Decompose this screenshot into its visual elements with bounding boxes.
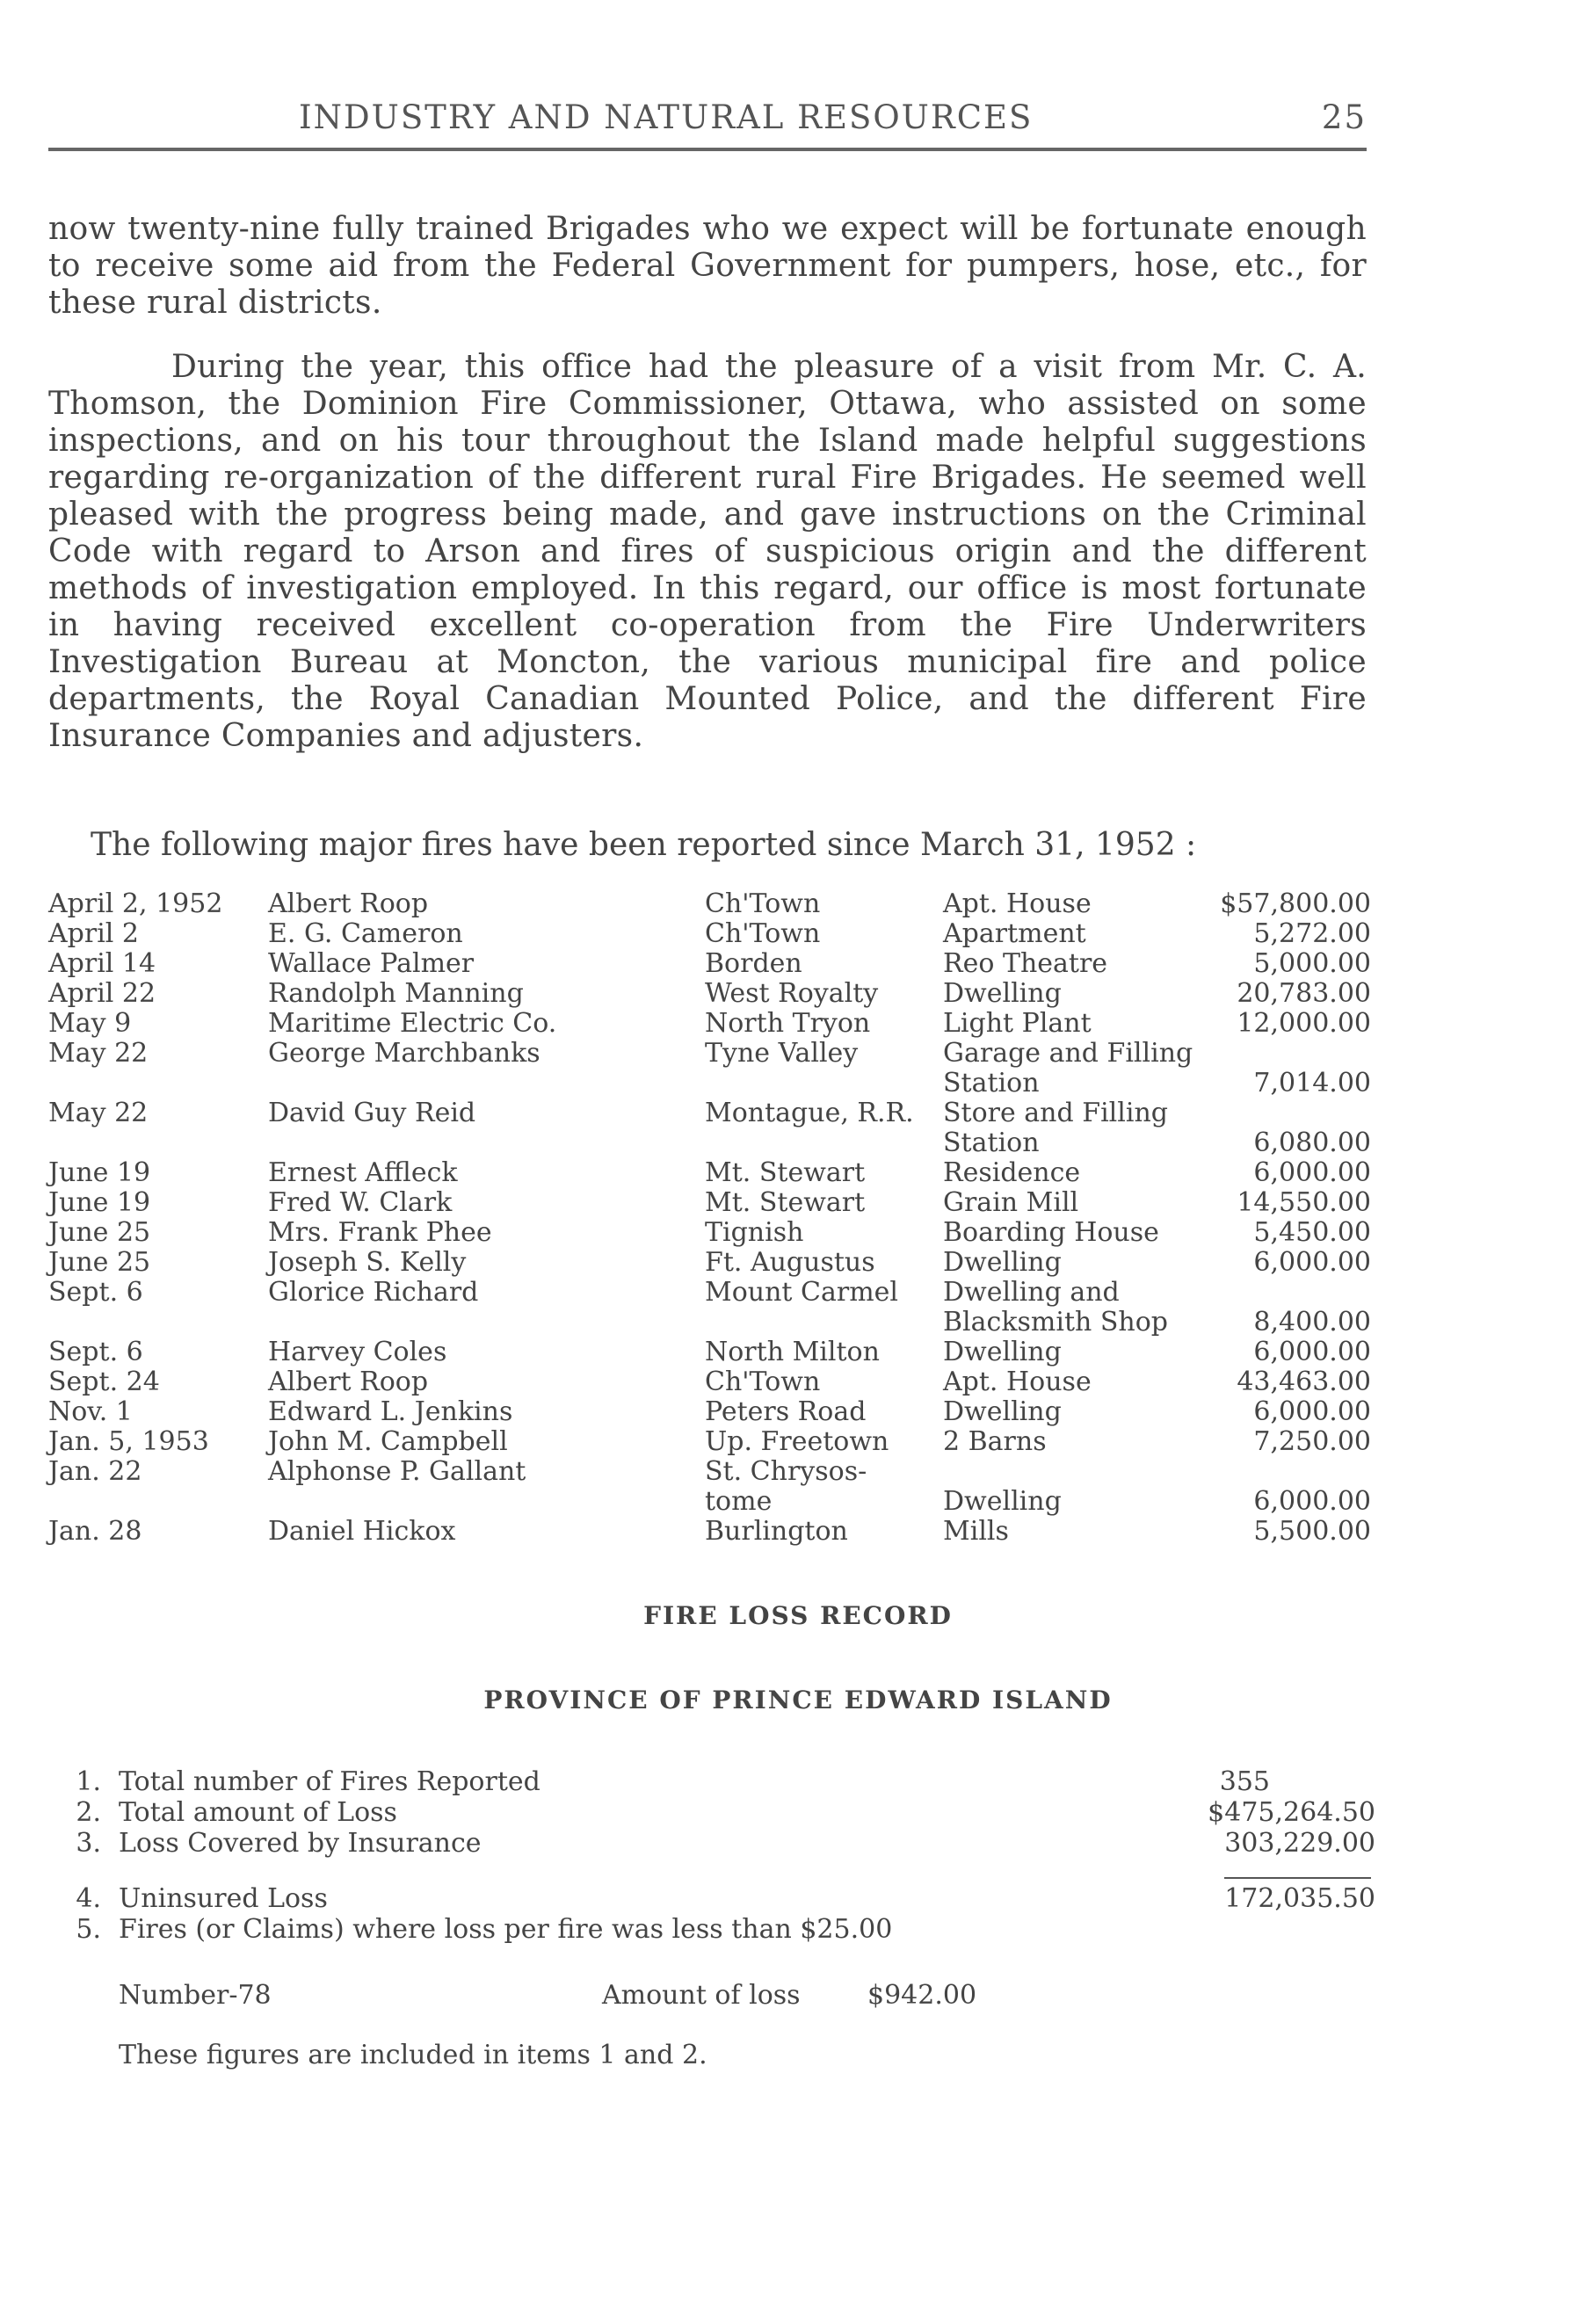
fire-date: April 14 (48, 948, 156, 979)
fire-place: Mount Carmel (705, 1277, 898, 1308)
item-value: 355 (1219, 1766, 1270, 1797)
fire-date: Jan. 5, 1953 (48, 1426, 209, 1457)
fire-loss-record-heading: FIRE LOSS RECORD (643, 1601, 953, 1630)
fire-owner: Joseph S. Kelly (268, 1247, 467, 1278)
province-heading: PROVINCE OF PRINCE EDWARD ISLAND (483, 1686, 1113, 1715)
fire-owner: Albert Roop (268, 888, 429, 919)
fire-amount: 12,000.00 (1237, 1008, 1371, 1039)
sum-rule (1224, 1877, 1371, 1879)
list-item (66, 1883, 1375, 1914)
item-number: 2. (76, 1797, 101, 1828)
fire-date: April 2, 1952 (48, 888, 223, 919)
fire-date: April 2 (48, 918, 140, 949)
item-number: 4. (76, 1883, 101, 1914)
table-row (48, 1098, 1371, 1158)
fire-date: Jan. 28 (48, 1516, 142, 1547)
item-number: 3. (76, 1828, 101, 1859)
item-number: 5. (76, 1914, 101, 1945)
table-row (48, 1218, 1371, 1248)
list-item (66, 1828, 1375, 1859)
fire-owner: Albert Roop (268, 1367, 429, 1397)
fire-amount: 20,783.00 (1237, 978, 1371, 1009)
fire-owner: Harvey Coles (268, 1337, 447, 1367)
fire-place: Montague, R.R. (705, 1098, 914, 1128)
table-row (48, 1278, 1371, 1338)
table-row (48, 1009, 1371, 1039)
fire-description: Apartment (943, 918, 1086, 949)
fire-description: Residence (943, 1157, 1081, 1188)
list-item (66, 1797, 1375, 1828)
fire-place: Peters Road (705, 1396, 867, 1427)
fire-date: April 22 (48, 978, 156, 1009)
fire-owner: Edward L. Jenkins (268, 1396, 513, 1427)
footnote: These figures are included in items 1 and 2. (119, 2040, 707, 2070)
fire-amount: 6,080.00 (1253, 1127, 1371, 1158)
fire-date: May 9 (48, 1008, 132, 1039)
fire-date: June 25 (48, 1247, 151, 1278)
item-label: Fires (or Claims) where loss per fire was less than $25.00 (119, 1914, 893, 1945)
fire-place: West Royalty (705, 978, 879, 1009)
table-row (48, 1427, 1371, 1457)
fire-place: Burlington (705, 1516, 848, 1547)
fire-amount: 5,000.00 (1253, 948, 1371, 979)
table-row (48, 1039, 1371, 1098)
fire-date: Sept. 24 (48, 1367, 160, 1397)
fire-description: 2 Barns (943, 1426, 1047, 1457)
fire-owner: David Guy Reid (268, 1098, 476, 1128)
fire-owner: Ernest Affleck (268, 1157, 458, 1188)
fire-owner: John M. Campbell (268, 1426, 508, 1457)
item-number: 1. (76, 1766, 101, 1797)
fire-date: June 19 (48, 1157, 151, 1188)
fire-amount: 7,014.00 (1253, 1068, 1371, 1098)
fire-place: Mt. Stewart (705, 1157, 866, 1188)
fire-description: Reo Theatre (943, 948, 1108, 979)
table-row (48, 919, 1371, 949)
fire-description: Grain Mill (943, 1187, 1079, 1218)
fire-description: Light Plant (943, 1008, 1092, 1039)
fire-description: Apt. House (943, 1367, 1092, 1397)
table-row (48, 1367, 1371, 1397)
fire-description: Dwelling (943, 1247, 1062, 1278)
fire-date: May 22 (48, 1038, 149, 1069)
fire-amount: 8,400.00 (1253, 1307, 1371, 1338)
fire-date: May 22 (48, 1098, 149, 1128)
table-row (48, 1338, 1371, 1367)
fire-place: North Tryon (705, 1008, 871, 1039)
paragraph-1: now twenty-nine fully trained Brigades who we expect will be fortunate enough to receive some aid from the Federal Government for pumpers, hose, etc., for these rural districts. (48, 211, 1367, 321)
fire-place: Up. Freetown (705, 1426, 889, 1457)
item-label: Loss Covered by Insurance (119, 1828, 482, 1859)
fire-place: Ft. Augustus (705, 1247, 875, 1278)
fire-owner: E. G. Cameron (268, 918, 463, 949)
table-row (48, 1457, 1371, 1517)
fire-owner: Glorice Richard (268, 1277, 479, 1308)
table-row (48, 1158, 1371, 1188)
fire-owner: Alphonse P. Gallant (268, 1456, 526, 1487)
fire-place: Mt. Stewart (705, 1187, 866, 1218)
table-row (48, 979, 1371, 1009)
table-row (48, 889, 1371, 919)
amount-of-loss-value: $942.00 (867, 1980, 977, 2011)
spacer (66, 1859, 1375, 1883)
fire-date: Sept. 6 (48, 1277, 143, 1308)
fire-owner: Fred W. Clark (268, 1187, 453, 1218)
item-label: Total amount of Loss (119, 1797, 397, 1828)
fires-intro: The following major fires have been reported since March 31, 1952 : (91, 827, 1197, 863)
fire-amount: 5,450.00 (1253, 1217, 1371, 1248)
list-item (66, 1914, 1375, 1945)
fire-place: Ch'Town (705, 888, 821, 919)
item-value: 303,229.00 (1224, 1828, 1375, 1859)
fire-owner: Daniel Hickox (268, 1516, 456, 1547)
table-row (48, 1517, 1371, 1547)
table-row (48, 949, 1371, 979)
major-fires-table (48, 889, 1371, 1547)
fire-description: Dwelling (943, 1337, 1062, 1367)
fire-owner: Wallace Palmer (268, 948, 475, 979)
fire-amount: $57,800.00 (1220, 888, 1371, 919)
fire-place: St. Chrysos- tome (705, 1456, 867, 1517)
header-rule (48, 148, 1367, 151)
item-value: 172,035.50 (1224, 1883, 1375, 1914)
fire-description: Dwelling (943, 978, 1062, 1009)
table-row (48, 1188, 1371, 1218)
fire-place: Borden (705, 948, 802, 979)
fire-owner: Randolph Manning (268, 978, 524, 1009)
fire-amount: 6,000.00 (1253, 1486, 1371, 1517)
table-row (48, 1397, 1371, 1427)
fire-amount: 5,500.00 (1253, 1516, 1371, 1547)
fire-owner: Maritime Electric Co. (268, 1008, 557, 1039)
fire-date: Nov. 1 (48, 1396, 133, 1427)
fire-amount: 5,272.00 (1253, 918, 1371, 949)
fire-amount: 6,000.00 (1253, 1157, 1371, 1188)
fire-amount: 7,250.00 (1253, 1426, 1371, 1457)
running-title: INDUSTRY AND NATURAL RESOURCES (299, 98, 1034, 136)
fire-description: Dwelling and Blacksmith Shop (943, 1277, 1168, 1338)
fire-place: Ch'Town (705, 918, 821, 949)
fire-owner: George Marchbanks (268, 1038, 540, 1069)
item-label: Total number of Fires Reported (119, 1766, 540, 1797)
fire-place: Tignish (705, 1217, 804, 1248)
fire-place: Ch'Town (705, 1367, 821, 1397)
fire-amount: 43,463.00 (1237, 1367, 1371, 1397)
page-number: 25 (1321, 98, 1367, 136)
fire-description: Mills (943, 1516, 1009, 1547)
fire-description: Dwelling (943, 1486, 1062, 1517)
fire-amount: 14,550.00 (1237, 1187, 1371, 1218)
fire-description: Garage and Filling Station (943, 1038, 1193, 1098)
fire-date: June 19 (48, 1187, 151, 1218)
fire-description: Boarding House (943, 1217, 1159, 1248)
table-row (48, 1248, 1371, 1278)
fire-date: Jan. 22 (48, 1456, 142, 1487)
fire-owner: Mrs. Frank Phee (268, 1217, 492, 1248)
fire-amount: 6,000.00 (1253, 1337, 1371, 1367)
fire-date: Sept. 6 (48, 1337, 143, 1367)
fire-amount: 6,000.00 (1253, 1247, 1371, 1278)
paragraph-2: During the year, this office had the pleasure of a visit from Mr. C. A. Thomson, the Dominion Fire Commissioner, Ottawa, who assisted on some inspections, and on his tour throughout the Island made helpful suggestions regarding re-organization of the different rural Fire Brigades. He seemed well pleased with the progress being made, and gave instructions on the Criminal Code with regard to Arson and fires of suspicious origin and the different methods of investigation employed. In this regard, our office is most fortunate in having received excellent co-operation from the Fire Underwriters Investigation Bureau at Moncton, the various municipal fire and police departments, the Royal Canadian Mounted Police, and the different Fire Insurance Companies and adjusters. (48, 349, 1367, 754)
fire-description: Store and Filling Station (943, 1098, 1168, 1158)
fire-loss-record-list (66, 1766, 1375, 1945)
fire-place: North Milton (705, 1337, 880, 1367)
item-label: Uninsured Loss (119, 1883, 328, 1914)
fire-description: Apt. House (943, 888, 1092, 919)
fire-amount: 6,000.00 (1253, 1396, 1371, 1427)
list-item (66, 1766, 1375, 1797)
item-value: $475,264.50 (1208, 1797, 1375, 1828)
number-label: Number-78 (119, 1980, 272, 2011)
amount-of-loss-label: Amount of loss (602, 1980, 801, 2011)
fire-place: Tyne Valley (705, 1038, 859, 1069)
fire-description: Dwelling (943, 1396, 1062, 1427)
fire-date: June 25 (48, 1217, 151, 1248)
